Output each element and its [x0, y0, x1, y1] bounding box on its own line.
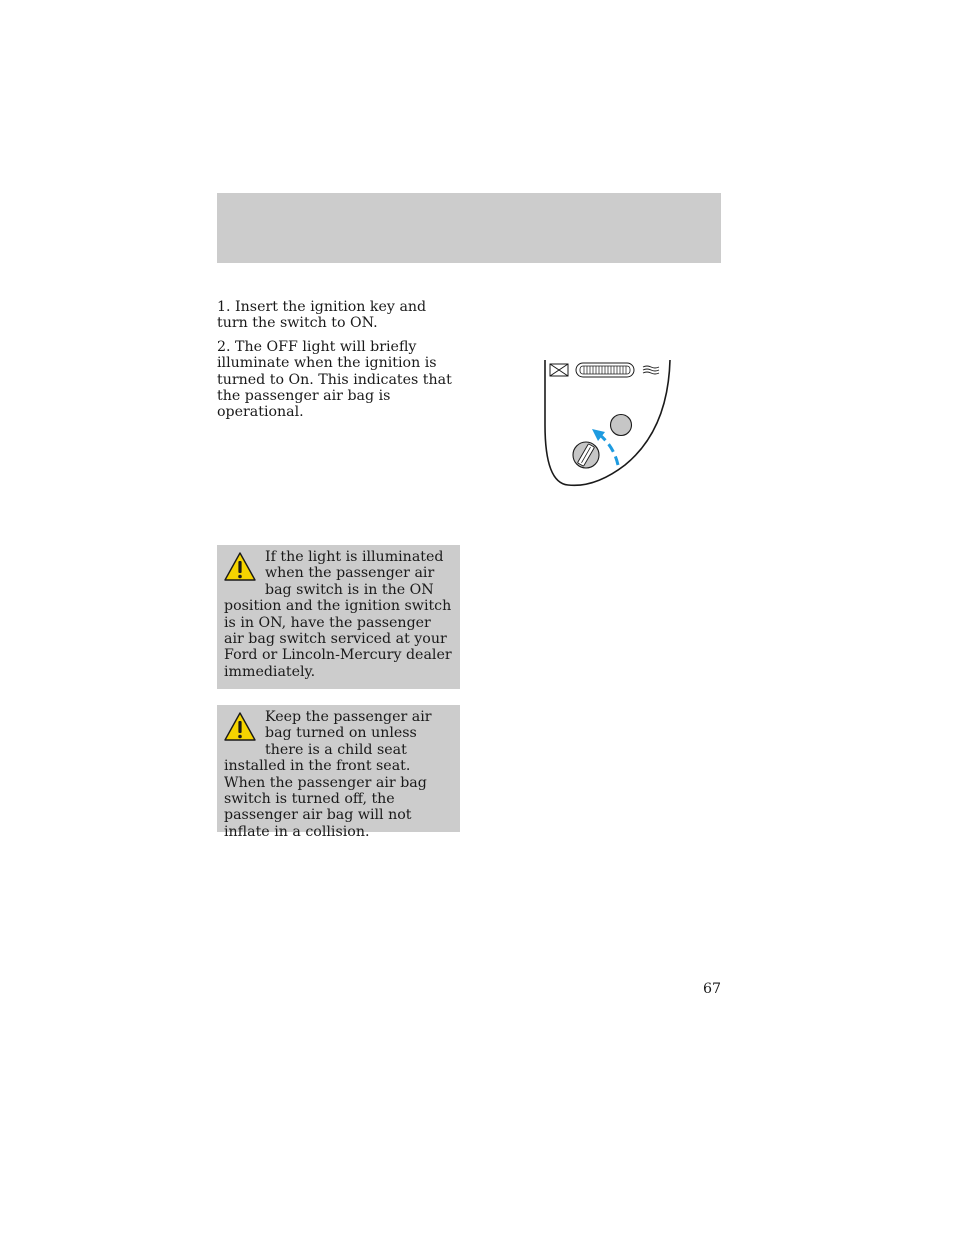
thumbwheel-icon — [576, 363, 634, 377]
warning-text-1: If the light is illuminated when the passenger air bag switch is in the ON position and the ignition switch is in ON, have the passenger air bag switch serviced at your Ford or Lincoln-Mercury dealer immediately. — [224, 549, 452, 680]
step-1: 1. Insert the ignition key and turn the switch to ON. — [217, 299, 427, 332]
step-2: 2. The OFF light will briefly illuminate when the ignition is turned to On. This indicates that the passenger air bag is operational. — [217, 338, 452, 421]
airbag-on-symbol-icon — [643, 366, 659, 374]
section-header-band — [217, 193, 721, 263]
key-switch-icon — [573, 442, 599, 468]
page-number: 67 — [702, 981, 721, 997]
warning-triangle-icon — [223, 711, 257, 743]
warning-box-keep-airbag-on — [217, 705, 460, 840]
warning-box-light-illuminated — [217, 545, 460, 689]
warning-triangle-icon — [223, 551, 257, 583]
ignition-switch-diagram — [540, 355, 680, 490]
warning-text-2: Keep the passenger air bag turned on unless there is a child seat installed in the front seat. When the passenger air bag switch is turned off, the passenger air bag will not inflate in a collision. — [224, 709, 432, 840]
airbag-off-symbol-icon — [550, 364, 568, 376]
turn-arrow — [600, 435, 618, 465]
instruction-steps — [217, 299, 457, 428]
off-indicator-light — [611, 415, 632, 436]
panel-outline — [545, 360, 670, 485]
